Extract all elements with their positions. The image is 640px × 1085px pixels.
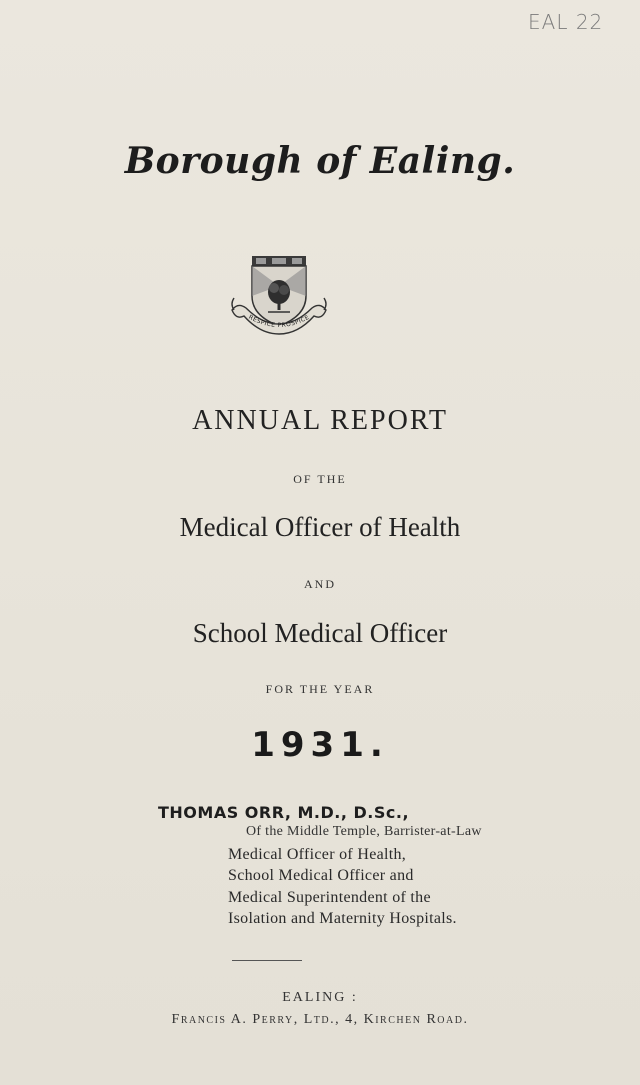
report-year: 1931. [251, 725, 389, 765]
borough-crest-icon [228, 252, 330, 338]
author-credential: Medical Officer of Health, [228, 846, 407, 863]
divider [232, 960, 302, 961]
officer-title-2: School Medical Officer [192, 618, 448, 648]
imprint-place: EALING : [282, 990, 358, 1005]
author-name: THOMAS ORR, M.D., D.Sc., [158, 803, 410, 822]
author-credential: School Medical Officer and [228, 867, 414, 884]
borough-title: Borough of Ealing. [124, 140, 516, 182]
of-the-label: OF THE [293, 472, 347, 486]
author-temple: Of the Middle Temple, Barrister-at-Law [246, 824, 482, 839]
handwritten-annotation: EAL 22 [528, 10, 604, 34]
author-credential: Medical Superintendent of the [228, 889, 431, 906]
report-heading: ANNUAL REPORT [192, 405, 448, 436]
and-label: AND [304, 577, 336, 591]
author-credential: Isolation and Maternity Hospitals. [228, 910, 457, 927]
imprint-printer: Francis A. Perry, Ltd., 4, Kirchen Road. [171, 1012, 469, 1027]
officer-title-1: Medical Officer of Health [179, 512, 461, 542]
for-the-year-label: FOR THE YEAR [265, 682, 375, 696]
crest-motto: RESPICE PROSPICE [247, 313, 311, 330]
